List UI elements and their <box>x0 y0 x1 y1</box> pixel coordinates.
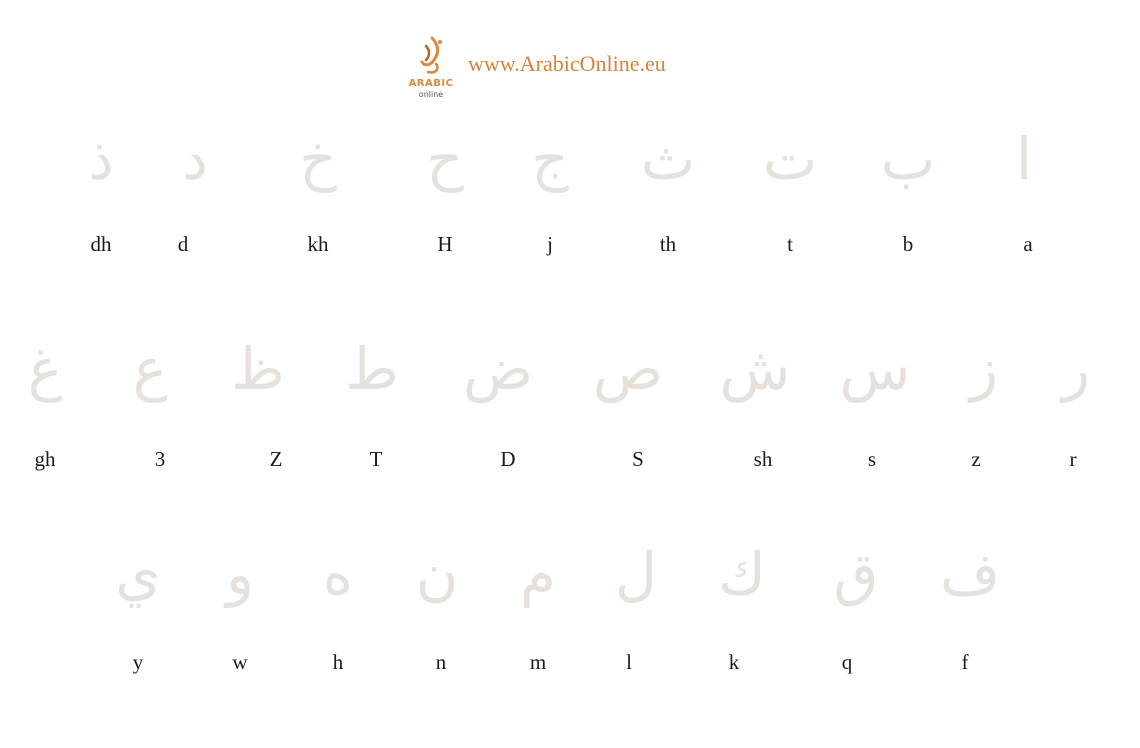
transliteration-label: gh <box>34 447 56 471</box>
arabic-glyph: ا <box>1015 125 1033 193</box>
arabic-glyph: ز <box>969 335 999 403</box>
transliteration-label: j <box>547 232 553 256</box>
logo-wordmark: ARABIC <box>408 78 454 89</box>
transliteration-label: h <box>332 650 344 674</box>
arabic-glyph: ض <box>462 335 534 403</box>
transliteration-label: f <box>961 650 969 674</box>
arabic-glyph: ق <box>833 540 879 608</box>
transliteration-label: T <box>369 447 383 471</box>
arabic-glyph: م <box>520 540 556 608</box>
transliteration-label: D <box>500 447 516 471</box>
arabic-glyph: ذ <box>88 125 114 193</box>
arabic-glyph: و <box>225 540 255 608</box>
transliteration-label: y <box>132 650 144 674</box>
arabic-glyph: ن <box>415 540 459 608</box>
arabic-glyph: ص <box>592 335 664 403</box>
arabic-glyph: ه <box>322 540 354 608</box>
transliteration-label: Z <box>269 447 283 471</box>
transliteration-label: H <box>437 232 453 256</box>
arabic-glyph: ف <box>939 540 1001 608</box>
arabic-glyph: ت <box>762 125 818 193</box>
arabic-glyph: ح <box>426 125 464 193</box>
transliteration-label: w <box>232 650 248 674</box>
transliteration-label: n <box>435 650 447 674</box>
transliteration-label: dh <box>90 232 112 256</box>
site-header <box>406 36 666 100</box>
arabic-glyph: ش <box>719 335 791 403</box>
arabic-glyph: ك <box>718 540 766 608</box>
transliteration-label: z <box>971 447 981 471</box>
transliteration-label: th <box>659 232 677 256</box>
transliteration-label: 3 <box>154 447 166 471</box>
arabic-glyph: ظ <box>231 335 285 403</box>
transliteration-label: s <box>867 447 877 471</box>
arabic-glyph: غ <box>27 335 63 403</box>
transliteration-label: q <box>841 650 853 674</box>
arabic-online-logo <box>406 36 456 100</box>
arabic-glyph: ث <box>640 125 696 193</box>
arabic-glyph: د <box>182 125 208 193</box>
transliteration-label: sh <box>753 447 773 471</box>
arabic-glyph: ي <box>115 540 161 608</box>
transliteration-label: kh <box>307 232 329 256</box>
arabic-glyph: ل <box>614 540 658 608</box>
arabic-glyph: ب <box>880 125 936 193</box>
transliteration-label: a <box>1023 232 1033 256</box>
arabic-glyph: ط <box>345 335 399 403</box>
calligraphy-logo-icon <box>416 36 446 76</box>
arabic-glyph: خ <box>299 125 337 193</box>
transliteration-label: k <box>728 650 740 674</box>
transliteration-label: S <box>632 447 644 471</box>
transliteration-label: m <box>529 650 547 674</box>
logo-subtitle: online <box>418 90 444 99</box>
arabic-glyph: ع <box>132 335 168 403</box>
arabic-glyph: ر <box>1061 335 1091 403</box>
arabic-glyph: ج <box>531 125 569 193</box>
arabic-glyph: س <box>839 335 911 403</box>
transliteration-label: b <box>902 232 914 256</box>
transliteration-label: l <box>626 650 632 674</box>
transliteration-label: t <box>787 232 793 256</box>
transliteration-label: r <box>1069 447 1077 471</box>
site-url: www.ArabicOnline.eu <box>468 51 666 76</box>
transliteration-label: d <box>177 232 189 256</box>
